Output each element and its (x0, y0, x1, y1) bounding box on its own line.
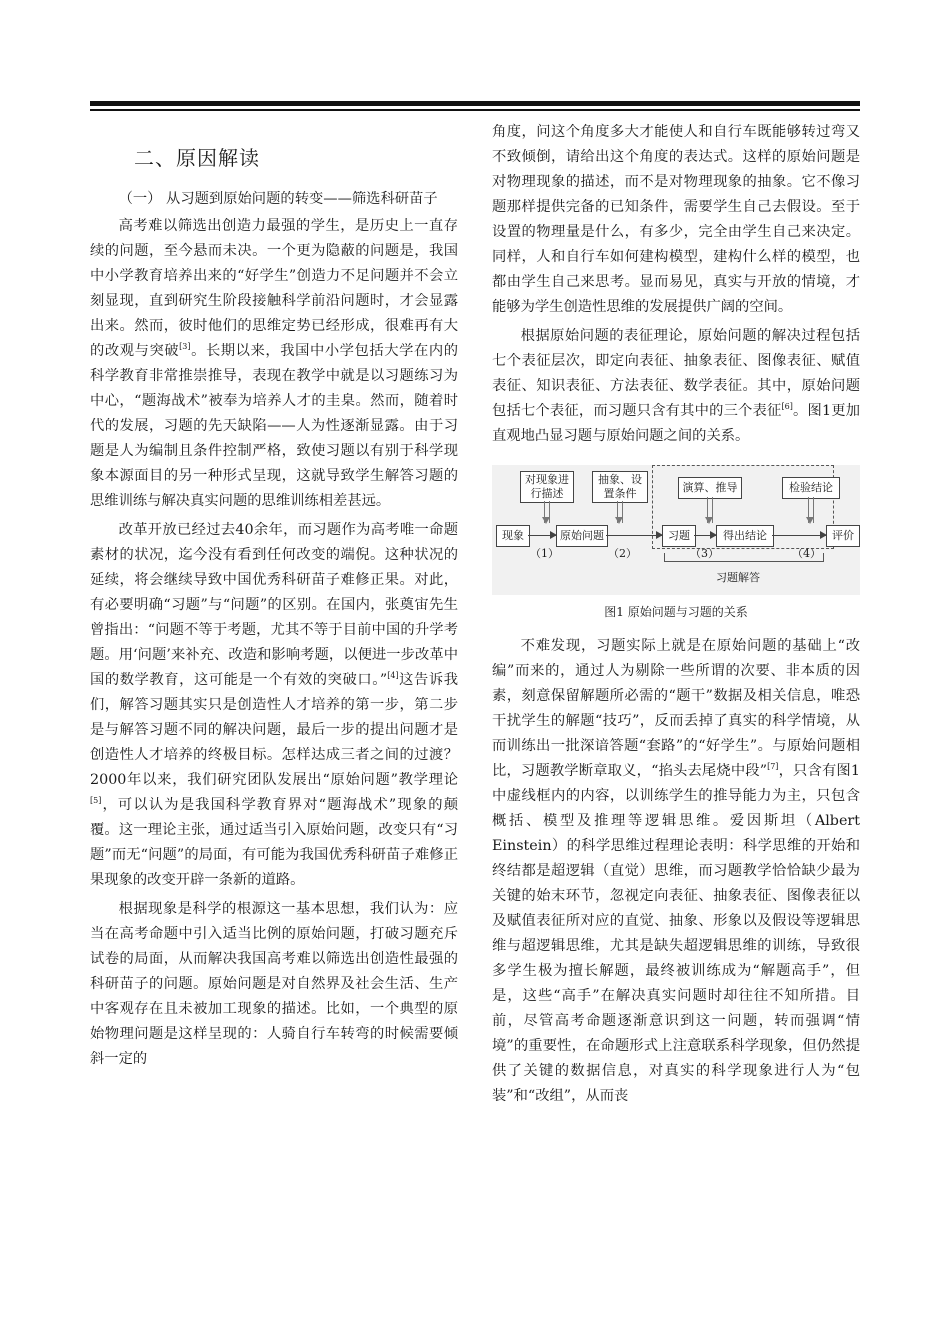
brace-label: 习题解答 (716, 571, 760, 584)
box-original: 原始问题 (556, 525, 608, 547)
arrow (606, 535, 662, 536)
arrow (772, 535, 826, 536)
right-column (492, 120, 860, 1113)
arrow-down (617, 501, 623, 523)
step-label: （4） (792, 547, 821, 560)
citation[interactable]: [6] (781, 402, 793, 412)
arrow (528, 535, 556, 536)
figure-1-diagram (492, 465, 860, 595)
box-verify: 检验结论 (782, 477, 840, 499)
figure-caption: 图1 原始问题与习题的关系 (604, 605, 748, 619)
citation[interactable]: [7] (767, 762, 779, 772)
box-conclusion: 得出结论 (716, 525, 774, 547)
section-title: 二、原因解读 (134, 146, 260, 170)
box-abstract: 抽象、设置条件 (592, 471, 648, 503)
box-derive: 演算、推导 (678, 477, 742, 499)
step-label: （1） (530, 547, 559, 560)
exercise-solving-brace (664, 553, 824, 562)
box-evaluate: 评价 (826, 525, 860, 547)
paragraph: 不难发现，习题实际上就是在原始问题的基础上“改编”而来的，通过人为剔除一些所谓的次要、非本质的因素，刻意保留解题所必需的“题干”数据及相关信息，唯恐干扰学生的解题“技巧”，反而丢掉了真实的科学情境，从而训练出一批深谙答题“套路”的“好学生”。与原始问题相比，习题教学断章取义，“掐头去尾烧中段”[7]，只含有图1中虚线框内的内容，以训练学生的推导能力为主，只包含概括、模型及推理等逻辑思维。爱因斯坦（Albert Einstein）的科学思维过程理论表明：科学思维的开始和终结都是超逻辑（直觉）思维，而习题教学恰恰缺少最为关键的始末环节，忽视定向表征、抽象表征、图像表征以及赋值表征所对应的直觉、抽象、形象以及假设等逻辑思维与超逻辑思维，尤其是缺失超逻辑思维的训练，导致很多学生极为擅长解题，最终被训练成为“解题高手”，但是，这些“高手”在解决真实问题时却往往不知所措。目前，尽管高考命题逐渐意识到这一问题，转而强调“情境”的重要性，在命题形式上注意联系科学现象，但仍然提供了关键的数据信息，对真实的科学现象进行人为“包装”和“改组”，从而丧 (492, 638, 860, 1104)
paragraph: 根据原始问题的表征理论，原始问题的解决过程包括七个表征层次，即定向表征、抽象表征、图像表征、赋值表征、知识表征、方法表征、数学表征。其中，原始问题包括七个表征，而习题只含有其中的三个表征[6]。图1更加直观地凸显习题与原始问题之间的关系。 (492, 328, 860, 444)
arrow-down (707, 497, 713, 523)
box-describe: 对现象进行描述 (520, 471, 574, 503)
paragraph: 改革开放已经过去40余年，而习题作为高考唯一命题素材的状况，迄今没有看到任何改变的端倪。这种状况的延续，将会继续导致中国优秀科研苗子难修正果。对此，有必要明确“习题”与“问题”的区别。在国内，张奠宙先生曾指出：“问题不等于考题，尤其不等于目前中国的升学考题。用‘问题’来补充、改造和影响考题，以便进一步改革中国的数学教育，这可能是一个有效的突破口。”[4]这告诉我们，解答习题其实只是创造性人才培养的第一步，第二步是与解答习题不同的解决问题，最后一步的提出问题才是创造性人才培养的终极目标。怎样达成三者之间的过渡？2000年以来，我们研究团队发展出“原始问题”教学理论[5]，可以认为是我国科学教育界对“题海战术”现象的颠覆。这一理论主张，通过适当引入原始问题，改变只有“习题”而无“问题”的局面，有可能为我国优秀科研苗子难修正果现象的改变开辟一条新的道路。 (90, 522, 458, 888)
citation[interactable]: [5] (90, 796, 102, 806)
arrow (694, 535, 716, 536)
subsection-title: （一） 从习题到原始问题的转变——筛选科研苗子 (118, 191, 438, 207)
arrow-down (808, 497, 814, 523)
box-exercise: 习题 (662, 525, 696, 547)
paragraph: 高考难以筛选出创造力最强的学生，是历史上一直存续的问题，至今悬而未决。一个更为隐蔽的问题是，我国中小学教育培养出来的“好学生”创造力不足问题并不会立刻显现，直到研究生阶段接触科学前沿问题时，才会显露出来。然而，彼时他们的思维定势已经形成，很难再有大的改观与突破[3]。长期以来，我国中小学包括大学在内的科学教育非常推崇推导，表现在教学中就是以习题练习为中心，“题海战术”被奉为培养人才的圭臬。然而，随着时代的发展，习题的先天缺陷——人为性逐渐显露。由于习题是人为编制且条件控制严格，致使习题以有别于科学现象本源面目的另一种形式呈现，这就导致学生解答习题的思维训练与解决真实问题的思维训练相差甚远。 (90, 218, 459, 509)
box-phenomenon: 现象 (496, 525, 530, 547)
header-rule-thick (90, 101, 860, 106)
arrow-down (544, 501, 550, 523)
citation[interactable]: [4] (387, 671, 399, 681)
header-rule-thin (90, 109, 860, 111)
paragraph: 根据现象是科学的根源这一基本思想，我们认为：应当在高考命题中引入适当比例的原始问题，打破习题充斥试卷的局面，从而解决我国高考难以筛选出创造性最强的科研苗子的问题。原始问题是对自然界及社会生活、生产中客观存在且未被加工现象的描述。比如，一个典型的原始物理问题是这样呈现的：人骑自行车转弯的时候需要倾斜一定的 (90, 901, 458, 1067)
left-column (90, 120, 458, 1076)
step-label: （3） (690, 547, 719, 560)
step-label: （2） (608, 547, 637, 560)
paragraph: 角度，问这个角度多大才能使人和自行车既能够转过弯又不致倾倒，请给出这个角度的表达式。这样的原始问题是对物理现象的描述，而不是对物理现象的抽象。它不像习题那样提供完备的已知条件，需要学生自己去假设。至于设置的物理量是什么，有多少，完全由学生自己来决定。同样，人和自行车如何建构模型，建构什么样的模型，也都由学生自己来思考。显而易见，真实与开放的情境，才能够为学生创造性思维的发展提供广阔的空间。 (492, 124, 860, 315)
citation[interactable]: [3] (179, 342, 191, 352)
